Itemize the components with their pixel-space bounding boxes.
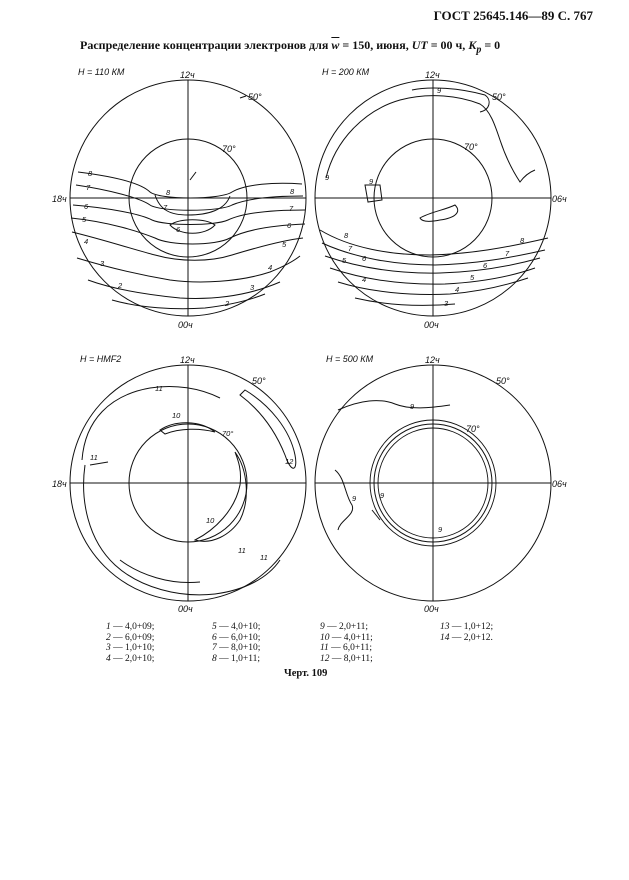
lat-70-label: 70° <box>464 142 478 152</box>
contour-label: 10 <box>172 411 181 420</box>
legend-item: 11 — 6,0+11; <box>320 643 373 653</box>
lat-50-label: 50° <box>496 376 510 386</box>
legend-item: 8 — 1,0+11; <box>212 653 261 664</box>
page-header: ГОСТ 25645.146—89 С. 767 <box>433 8 593 23</box>
legend-item: 4 — 2,0+10; <box>106 653 155 664</box>
contour-label: 4 <box>268 263 273 272</box>
contour-label: 10 <box>206 516 215 525</box>
contour-label: 9 <box>438 525 443 534</box>
label-00h: 00ч <box>424 320 439 330</box>
contour-label: 9 <box>369 177 374 186</box>
label-12h: 12ч <box>425 70 440 80</box>
contour-label: 12 <box>285 457 294 466</box>
lat-50-label: 50° <box>252 376 266 386</box>
contour-label: 5 <box>470 273 475 282</box>
contour-lines <box>335 401 496 546</box>
contour-label: 6 <box>84 202 89 211</box>
contour-label: 4 <box>455 285 460 294</box>
legend-column-4 <box>440 622 493 643</box>
contour-label: 11 <box>238 546 246 555</box>
contour-label: 3 <box>250 283 255 292</box>
label-12h: 12ч <box>180 70 195 80</box>
figure-caption: Черт. 109 <box>284 668 328 679</box>
contour-label: 8 <box>344 231 349 240</box>
contour-label: 7 <box>163 203 168 212</box>
label-00h: 00ч <box>178 320 193 330</box>
contour-label: 9 <box>410 402 415 411</box>
legend-column-2 <box>212 622 260 664</box>
label-00h: 00ч <box>178 604 193 614</box>
height-label: H = 110 КМ <box>78 67 125 77</box>
contour-label: 2 <box>118 281 123 290</box>
label-06h: 06ч <box>552 194 567 204</box>
height-label: H = 500 КМ <box>326 354 374 364</box>
lat-70-label: 70° <box>466 424 480 434</box>
panel-110km <box>70 80 306 316</box>
lat-50-label: 50° <box>248 92 262 102</box>
legend-item: 1 — 4,0+09; <box>106 622 155 632</box>
contour-label: 6 <box>362 254 367 263</box>
contour-lines <box>82 386 296 594</box>
panel-hmf2 <box>70 365 306 601</box>
contour-label: 70° <box>222 429 234 438</box>
contour-label: 8 <box>520 236 525 245</box>
contour-label: 11 <box>90 453 98 462</box>
label-18h: 18ч <box>52 194 67 204</box>
lat-50-label: 50° <box>492 92 506 102</box>
contour-label: 8 <box>166 188 171 197</box>
contour-label: 7 <box>86 183 91 192</box>
label-00h: 00ч <box>424 604 439 614</box>
panel-200km <box>315 80 551 316</box>
contour-label: 9 <box>437 86 442 95</box>
contour-label: 3 <box>444 299 449 308</box>
legend-item: 12 — 8,0+11; <box>320 653 373 664</box>
contour-label: 9 <box>380 491 385 500</box>
contour-label: 8 <box>88 169 93 178</box>
contour-label: 2 <box>225 299 230 308</box>
legend-item: 10 — 4,0+11; <box>320 632 373 643</box>
label-06h: 06ч <box>552 479 567 489</box>
contour-label: 11 <box>155 384 163 393</box>
contour-lines <box>320 88 548 305</box>
lat-70-label: 70° <box>222 144 236 154</box>
contour-label: 7 <box>289 204 294 213</box>
legend-item: 13 — 1,0+12; <box>440 622 494 632</box>
figure-title: Распределение концентрации электронов для $\overline{w} = 150$, июня, UT = 00 ч, $K_p = 0$ <box>80 38 501 56</box>
contour-label: 6 <box>287 221 292 230</box>
height-label: H = HMF2 <box>80 354 122 364</box>
contour-label: 9 <box>325 173 330 182</box>
contour-label: 4 <box>362 275 367 284</box>
height-label: H = 200 КМ <box>322 67 370 77</box>
label-12h: 12ч <box>180 355 195 365</box>
contour-label: 8 <box>290 187 295 196</box>
legend-item: 7 — 8,0+10; <box>212 643 261 653</box>
legend-item: 6 — 6,0+10; <box>212 632 261 643</box>
legend-item: 3 — 1,0+10; <box>106 643 155 653</box>
contour-label: 6 <box>176 225 181 234</box>
legend-column-1 <box>106 622 154 664</box>
contour-label: 5 <box>82 215 87 224</box>
contour-label: 6 <box>483 261 488 270</box>
legend-item: 5 — 4,0+10; <box>212 622 261 632</box>
contour-label: 11 <box>260 553 268 562</box>
label-18h: 18ч <box>52 479 67 489</box>
legend-item: 2 — 6,0+09; <box>106 632 155 643</box>
contour-label: 9 <box>352 494 357 503</box>
legend-item: 14 — 2,0+12. <box>440 632 493 643</box>
contour-label: 4 <box>84 237 89 246</box>
legend-item: 9 — 2,0+11; <box>320 622 369 632</box>
contour-label: 5 <box>342 256 347 265</box>
contour-label: 7 <box>348 244 353 253</box>
contour-label: 3 <box>100 259 105 268</box>
contour-label: 5 <box>282 240 287 249</box>
legend-column-3 <box>320 622 373 664</box>
panel-500km <box>315 365 551 601</box>
label-12h: 12ч <box>425 355 440 365</box>
contour-label: 7 <box>505 249 510 258</box>
